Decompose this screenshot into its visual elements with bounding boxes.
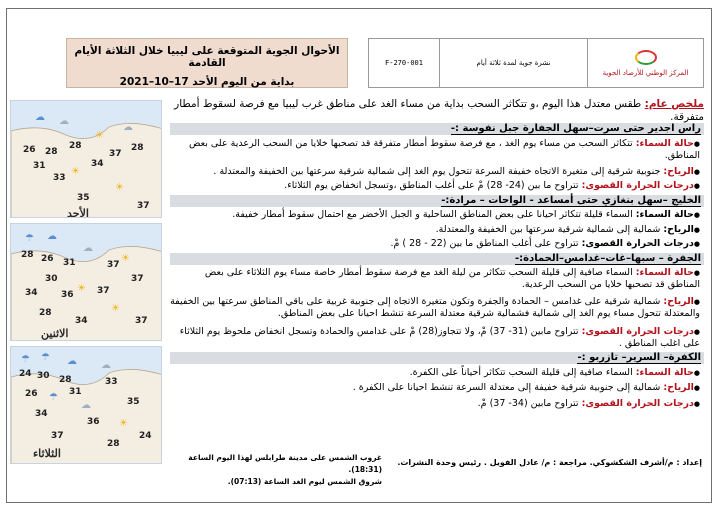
summary-label: ملخص عام:: [644, 98, 704, 110]
sunrise-time: شروق الشمس ليوم الغد الساعة (07:13).: [227, 477, 382, 486]
center-block: [587, 39, 703, 87]
section-kufra-sky: ●حالة السماء: السماء صافية إلى قليلة السحب تتكاثر أحياناً على الكفرة.: [409, 367, 700, 378]
map-day-2-label: الاثنين: [41, 327, 69, 340]
bulletin-title-box: [66, 38, 348, 88]
bulletin-title: الأحوال الجوية المتوقعة على ليبيا خلال الثلاثة الأيام القادمة: [74, 45, 340, 69]
section-south-temp: ●درجات الحرارة القصوى: تتراوح مابين (31- 37) مْ، ولا تتجاوز(28) مْ على غدامس والحمادة وتسجل انخفاض ملحوظ يوم الثلاثاء على اغلب المناطق .: [179, 326, 700, 349]
section-west-wind: ●الرياح: جنوبية شرقية إلى متغيرة الاتجاه خفيفة السرعة تتحول يوم الغد إلى شمالية شرقية سرعتها بين الخفيفة والمعتدلة .: [213, 166, 700, 177]
sun-times: [172, 452, 382, 488]
section-west-sky: ●حالة السماء: تتكاثر السحب من مساء يوم الغد ، مع فرصة سقوط أمطار متفرقة قد تصحبها خلايا من السحب الرعدية على بعض المناطق.: [188, 138, 700, 161]
section-kufra-wind: ●الرياح: شمالية إلى جنوبية شرقية خفيفة إلى معتدلة السرعة تنشط احيانا على الكفرة .: [352, 382, 700, 393]
map-day-2: ☂ ☁ ☁ ☀ ☀ ☀ 28 26 31 37 30 34 36 37 37 28 34 37 الاثنين: [10, 223, 162, 341]
sunset-time: غروب الشمس على مدينة طرابلس لهذا اليوم الساعة (18:31).: [188, 453, 382, 474]
map-day-1-label: الأحد: [67, 207, 89, 218]
map-day-3-label: الثلاثاء: [33, 447, 61, 460]
map-day-1: ☁ ☁ ☀ ☁ ☀ ☀ 26 28 28 31 33 34 37 35 28 37 الأحد: [10, 100, 162, 218]
section-west-temp: ●درجات الحرارة القصوى: تتراوح ما بين (24- 28) مْ على أغلب المناطق ،وتسجل انخفاض يوم الثلاثاء.: [284, 180, 700, 191]
general-summary: [170, 98, 704, 124]
summary-text: طقس معتدل هذا اليوم ،و تتكاثر السحب بداية من مساء الغد على مناطق غرب ليبيا مع فرصة لسقوط أمطار متفرقة.: [174, 98, 704, 123]
doc-code: F-270-001: [385, 59, 423, 67]
section-west-head: راس اجدير حتى سرت–سهل الجفارة جبل نفوسة :-: [170, 123, 704, 135]
met-center-logo-icon: [635, 50, 657, 65]
map-day-3: ☂ ☂ ☁ ☁ ☂ ☁ ☀ 24 30 28 33 26 31 34 36 35 37 28 24 الثلاثاء: [10, 346, 162, 464]
bulletin-name: نشرة جوية لمدة ثلاثة أيام: [439, 39, 587, 87]
bulletin-date: بداية من اليوم الأحد 17–10–2021: [119, 76, 295, 88]
section-east-head: الخليج –سهل بنغازي حتى أمساعد - الواحات – مرادة:-: [170, 195, 704, 207]
section-east-wind: ●الرياح: شمالية إلى شمالية شرقية سرعتها بين الخفيفة والمعتدلة.: [435, 224, 700, 235]
section-east-sky: ●حالة السماء: السماء قليلة تتكاثر احيانا على بعض المناطق الساحلية و الجبل الأخضر مع احتمال سقوط أمطار خفيفة.: [232, 209, 700, 220]
section-south-head: الجفرة – سبها–غات–غدامس–الحمادة:-: [170, 253, 704, 265]
section-kufra-head: الكفرة– السرير– تازربو :-: [170, 352, 704, 364]
section-kufra-temp: ●درجات الحرارة القصوى: تتراوح مابين (34- 37) مْ.: [477, 398, 700, 409]
section-east-temp: ●درجات الحرارة القصوى: تتراوح على أغلب المناطق ما بين (22 - 28 ) مْ.: [390, 238, 700, 249]
forecast-maps: [10, 100, 162, 469]
center-name: المركز الوطني للأرصاد الجوية: [602, 68, 689, 77]
section-south-wind: ●الرياح: شمالية شرقية على غدامس – الحمادة والجفرة وتكون متغيرة الاتجاه إلى جنوبية غربية على باقي المناطق سرعتها بين الخفيفة والمعتدلة تتحول مساء يوم الغد إلى شمالية فشمالية شرقية معتدلة السرعة تنشط احيانا على بعض المناطق.: [170, 296, 700, 319]
section-south-sky: ●حالة السماء: السماء صافية إلى قليلة السحب تتكاثر من ليلة الغد مع فرصة سقوط أمطار خاصة مساء يوم الثلاثاء على بعض المناطق قد تصحبها خلايا من السحب الرعدية.: [204, 267, 700, 290]
bulletin-meta-box: [368, 38, 704, 88]
credits: إعداد : م/أشرف الشكشوكي. مراجعة : م/ عادل الفويل . رئيس وحدة النشرات.: [397, 458, 702, 467]
